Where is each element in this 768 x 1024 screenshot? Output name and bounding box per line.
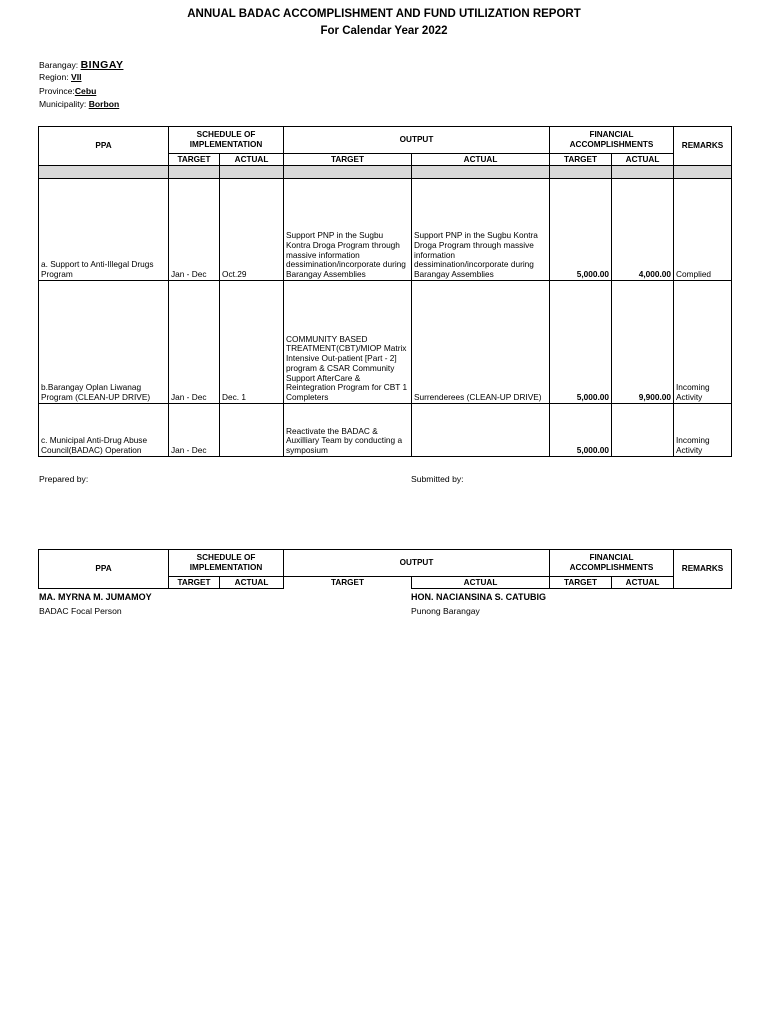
cell-out-target: Support PNP in the Sugbu Kontra Droga Program through massive information dessimination/incorporate during Barangay Assemblies [284, 179, 412, 281]
col-out-target: TARGET [330, 577, 365, 587]
cell-sched-target: Jan - Dec [169, 179, 220, 281]
region-line [39, 72, 82, 82]
col-out-target: TARGET [284, 154, 412, 166]
col-fin-actual: ACTUAL [612, 154, 674, 166]
cell-remarks: Incoming Activity [674, 404, 732, 457]
municipality-value: Borbon [88, 99, 120, 109]
col-remarks: REMARKS [674, 127, 732, 166]
cell-remarks: Incoming Activity [674, 281, 732, 404]
col-ppa: PPA [39, 550, 169, 589]
col-sched-target: TARGET [169, 577, 220, 589]
col-sched-target: TARGET [169, 154, 220, 166]
municipality-line [39, 99, 119, 109]
col-financial: FINANCIAL ACCOMPLISHMENTS [550, 550, 674, 577]
cell-out-actual: Surrenderees (CLEAN-UP DRIVE) [412, 281, 550, 404]
table-row [39, 179, 732, 281]
col-schedule: SCHEDULE OF IMPLEMENTATION [169, 550, 284, 577]
barangay-label: Barangay: [39, 60, 79, 70]
province-line [39, 86, 96, 96]
col-fin-actual: ACTUAL [612, 577, 674, 589]
col-fin-target: TARGET [550, 577, 612, 589]
region-label: Region: [39, 72, 69, 82]
cell-sched-target: Jan - Dec [169, 281, 220, 404]
submitted-name: HON. NACIANSINA S. CATUBIG [411, 592, 546, 602]
col-schedule: SCHEDULE OF IMPLEMENTATION [169, 127, 284, 154]
report-title: ANNUAL BADAC ACCOMPLISHMENT AND FUND UTILIZATION REPORT [187, 8, 581, 20]
cell-sched-actual: Dec. 1 [220, 281, 284, 404]
cell-remarks: Complied [674, 179, 732, 281]
col-fin-target: TARGET [550, 154, 612, 166]
col-remarks: REMARKS [674, 550, 732, 589]
cell-fin-target: 5,000.00 [550, 404, 612, 457]
prepared-by-label: Prepared by: [39, 474, 89, 484]
cell-fin-actual: 4,000.00 [612, 179, 674, 281]
report-subtitle: For Calendar Year 2022 [320, 25, 448, 37]
col-sched-actual: ACTUAL [220, 577, 284, 589]
spacer-row [39, 166, 732, 179]
cell-sched-actual: Oct.29 [220, 179, 284, 281]
submitted-title: Punong Barangay [411, 606, 480, 616]
repeated-header-table [38, 549, 732, 589]
cell-fin-actual [612, 404, 674, 457]
col-sched-actual: ACTUAL [220, 154, 284, 166]
cell-out-target: Reactivate the BADAC & Auxilliary Team by conducting a symposium [284, 404, 412, 457]
province-label: Province: [39, 86, 75, 96]
barangay-line [39, 59, 123, 71]
cell-out-actual [412, 404, 550, 457]
col-output: OUTPUT [284, 127, 550, 154]
cell-fin-target: 5,000.00 [550, 281, 612, 404]
barangay-value: BINGAY [80, 59, 124, 71]
cell-out-target: COMMUNITY BASED TREATMENT(CBT)/MIOP Matrix Intensive Out-patient [Part - 2] program & CSAR Community Support AfterCare & Reintegration Program for CBT 1 Completers [284, 281, 412, 404]
col-ppa: PPA [39, 127, 169, 166]
cell-sched-actual [220, 404, 284, 457]
prepared-title: BADAC Focal Person [39, 606, 122, 616]
table-row [39, 404, 732, 457]
province-value: Cebu [74, 86, 97, 96]
submitted-by-label: Submitted by: [411, 474, 464, 484]
cell-ppa: a. Support to Anti-Illegal Drugs Program [39, 179, 169, 281]
cell-sched-target: Jan - Dec [169, 404, 220, 457]
col-financial: FINANCIAL ACCOMPLISHMENTS [550, 127, 674, 154]
prepared-name: MA. MYRNA M. JUMAMOY [39, 592, 152, 602]
col-out-actual: ACTUAL [412, 154, 550, 166]
cell-fin-target: 5,000.00 [550, 179, 612, 281]
table-row [39, 281, 732, 404]
municipality-label: Municipality: [39, 99, 87, 109]
accomplishment-table [38, 126, 732, 457]
col-out-actual: ACTUAL [412, 577, 550, 589]
cell-out-actual: Support PNP in the Sugbu Kontra Droga Program through massive information dessimination/incorporate during Barangay Assemblies [412, 179, 550, 281]
cell-ppa: b.Barangay Oplan Liwanag Program (CLEAN-UP DRIVE) [39, 281, 169, 404]
region-value: VII [71, 72, 82, 82]
col-output: OUTPUT [284, 550, 550, 577]
cell-ppa: c. Municipal Anti-Drug Abuse Council(BADAC) Operation [39, 404, 169, 457]
cell-fin-actual: 9,900.00 [612, 281, 674, 404]
